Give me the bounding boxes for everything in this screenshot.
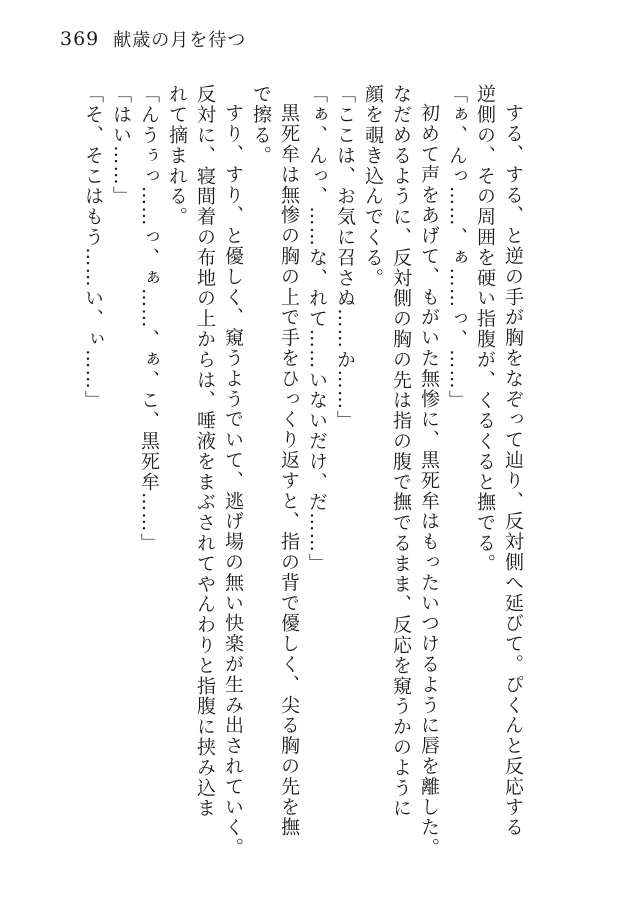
running-header: [60, 26, 246, 54]
text-line: なだめるように、反対側の胸の先は指の腹で撫でるまま、反応を窺うかのように: [390, 84, 412, 819]
text-line: 「ここは、お気に召さぬ……か……」: [334, 84, 356, 431]
text-line: で擦る。: [250, 84, 272, 166]
text-line: 初めて声をあげて、もがいた無惨に、黒死牟はもったいつけるように唇を離した。: [418, 103, 440, 858]
text-line: 逆側の、その周囲を硬い指腹が、くるくると撫でる。: [474, 84, 496, 574]
text-line: 黒死牟は無惨の胸の上で手をひっくり返すと、指の背で優しく、尖る胸の先を撫: [278, 103, 300, 838]
text-line: 顔を覗き込んでくる。: [362, 84, 384, 288]
text-line: 反対に、寝間着の布地の上からは、唾液をまぶされてやんわりと指腹に挟み込ま: [194, 84, 216, 819]
page-number: 369: [60, 28, 100, 50]
text-line: 「ぁ、んっ……、ぁ……っ、……」: [446, 84, 468, 411]
text-line: れて摘まれる。: [166, 84, 188, 227]
text-line: すり、すり、と優しく、窺うようでいて、逃げ場の無い快楽が生み出されていく。: [222, 103, 244, 858]
text-line: 「ぁ、んっ、……な、れて……いないだけ、だ……」: [306, 84, 328, 574]
text-line: 「そ、そこはもう……い、ぃ……」: [82, 84, 104, 411]
chapter-title: 献歳の月を待つ: [113, 30, 247, 51]
text-line: 「んうぅっ……っ、ぁ……、ぁ、こ、黒死牟……」: [138, 84, 160, 554]
text-line: する、する、と逆の手が胸をなぞって辿り、反対側へ延びて。ぴくんと反応する: [502, 103, 524, 838]
vertical-body-text: [72, 84, 527, 858]
text-line: 「はい……」: [110, 84, 132, 207]
